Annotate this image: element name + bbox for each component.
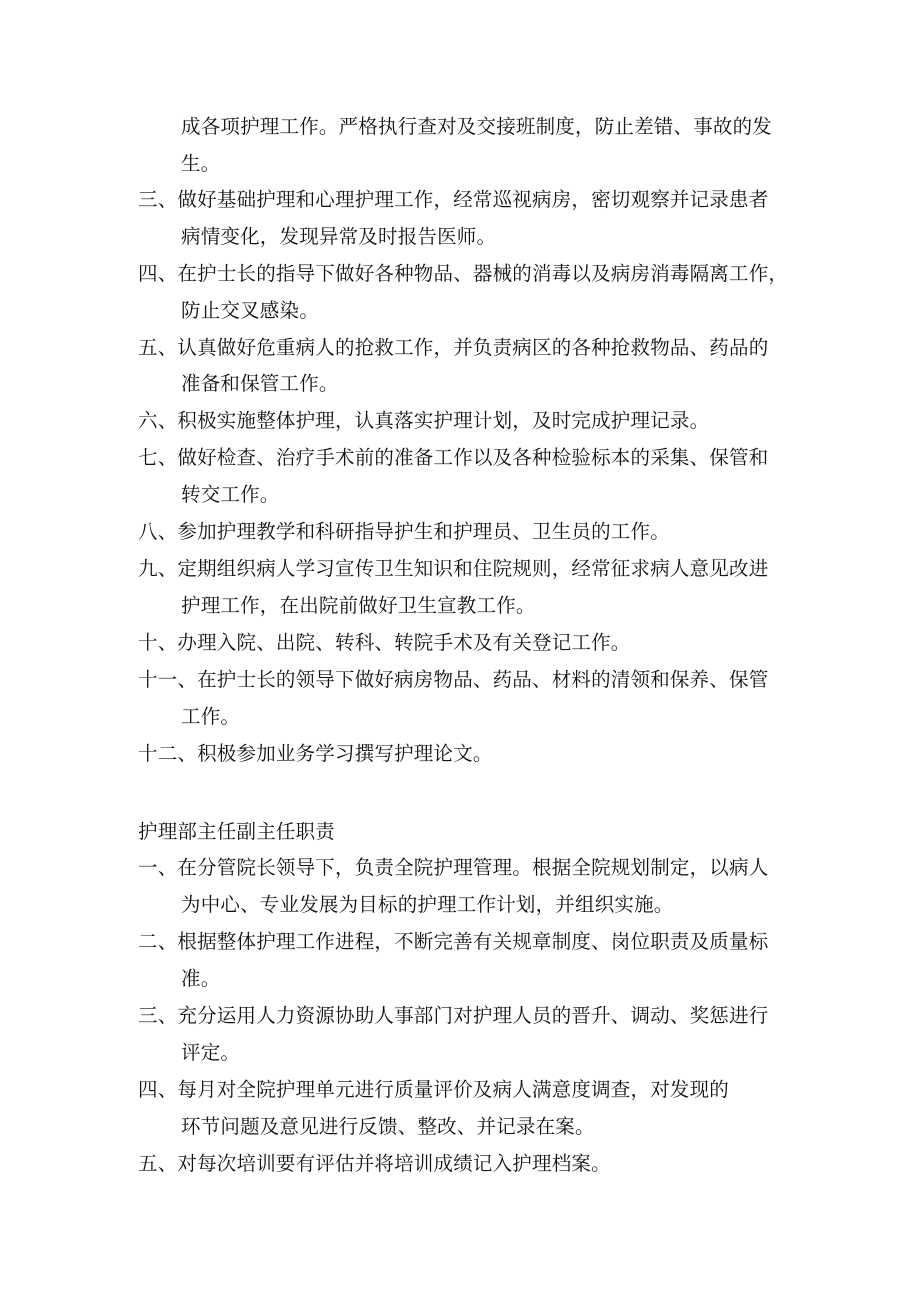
list-item: 四、在护士长的指导下做好各种物品、器械的消毒以及病房消毒隔离工作， <box>138 262 789 285</box>
paragraph-line: 生。 <box>181 152 221 175</box>
list-item-continuation: 病情变化，发现异常及时报告医师。 <box>181 225 497 248</box>
list-item: 八、参加护理教学和科研指导护生和护理员、卫生员的工作。 <box>138 520 670 543</box>
list-item-continuation: 评定。 <box>181 1041 241 1064</box>
list-item: 四、每月对全院护理单元进行质量评价及病人满意度调查，对发现的 <box>138 1078 730 1101</box>
list-item: 三、做好基础护理和心理护理工作，经常巡视病房，密切观察并记录患者 <box>138 188 769 211</box>
list-item-continuation: 护理工作，在出院前做好卫生宣教工作。 <box>181 594 536 617</box>
list-item-continuation: 转交工作。 <box>181 483 280 506</box>
list-item: 十二、积极参加业务学习撰写护理论文。 <box>138 742 493 765</box>
list-item: 二、根据整体护理工作进程，不断完善有关规章制度、岗位职责及质量标 <box>138 930 769 953</box>
list-item-continuation: 环节问题及意见进行反馈、整改、并记录在案。 <box>181 1115 595 1138</box>
list-item: 十、办理入院、出院、转科、转院手术及有关登记工作。 <box>138 631 631 654</box>
list-item: 七、做好检查、治疗手术前的准备工作以及各种检验标本的采集、保管和 <box>138 446 769 469</box>
list-item: 五、认真做好危重病人的抢救工作，并负责病区的各种抢救物品、药品的 <box>138 336 769 359</box>
section-title: 护理部主任副主任职责 <box>138 820 336 843</box>
list-item: 三、充分运用人力资源协助人事部门对护理人员的晋升、调动、奖惩进行 <box>138 1004 769 1027</box>
list-item-continuation: 准备和保管工作。 <box>181 372 339 395</box>
list-item: 九、定期组织病人学习宣传卫生知识和住院规则，经常征求病人意见改进 <box>138 557 769 580</box>
list-item-continuation: 准。 <box>181 967 221 990</box>
list-item: 六、积极实施整体护理，认真落实护理计划，及时完成护理记录。 <box>138 409 710 432</box>
list-item-continuation: 工作。 <box>181 705 241 728</box>
list-item: 一、在分管院长领导下，负责全院护理管理。根据全院规划制定，以病人 <box>138 856 769 879</box>
list-item-continuation: 防止交叉感染。 <box>181 299 319 322</box>
paragraph-line: 成各项护理工作。严格执行查对及交接班制度，防止差错、事故的发 <box>181 115 773 138</box>
list-item: 十一、在护士长的领导下做好病房物品、药品、材料的清领和保养、保管 <box>138 668 769 691</box>
list-item: 五、对每次培训要有评估并将培训成绩记入护理档案。 <box>138 1152 611 1175</box>
list-item-continuation: 为中心、专业发展为目标的护理工作计划，并组织实施。 <box>181 893 674 916</box>
